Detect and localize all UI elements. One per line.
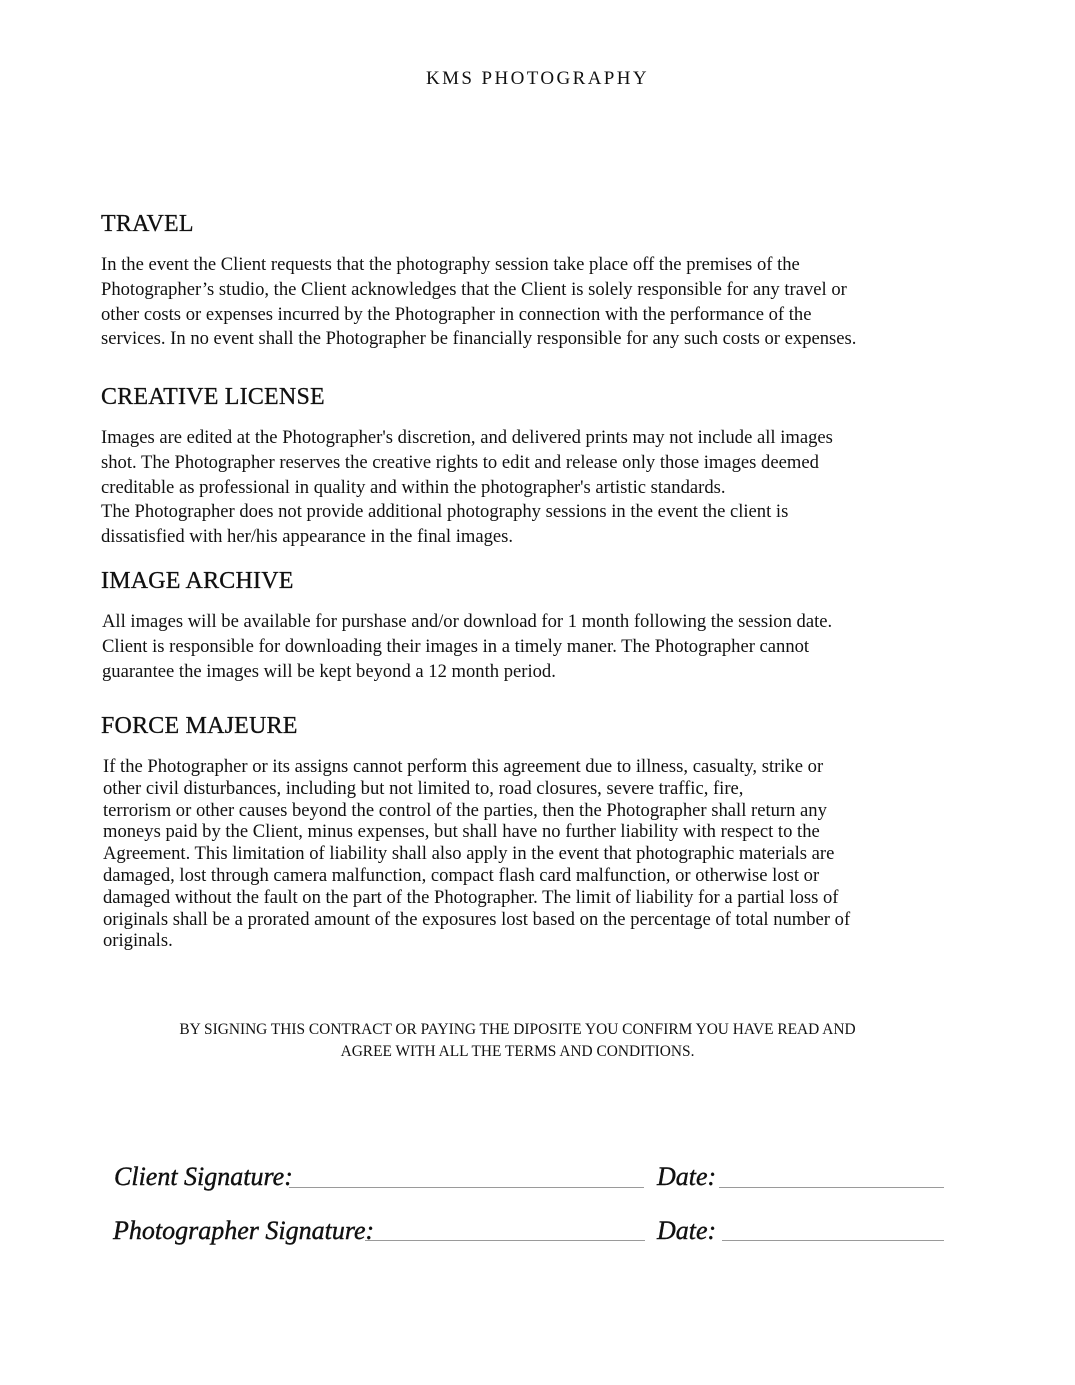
paragraph-line: guarantee the images will be kept beyond a 12 month period. [102,660,556,682]
company-title: KMS PHOTOGRAPHY [425,68,650,89]
client-signature-line[interactable] [289,1187,644,1188]
paragraph-line: Images are edited at the Photographer's discretion, and delivered prints may not include all images [101,427,833,448]
paragraph-line: creditable as professional in quality and within the photographer's artistic standards. [101,476,726,498]
paragraph-line: services. In no event shall the Photographer be financially responsible for any such costs or expenses. [101,328,857,350]
terms-notice [0,1019,1035,1063]
notice-line: AGREE WITH ALL THE TERMS AND CONDITIONS. [340,1043,695,1060]
paragraph-line: other costs or expenses incurred by the Photographer in connection with the performance of the [101,303,812,325]
paragraph-line: Client is responsible for downloading their images in a timely maner. The Photographer cannot [102,635,810,657]
travel-paragraph [101,253,981,352]
client-date-label: Date: [657,1162,717,1191]
paragraph-line: moneys paid by the Client, minus expenses, but shall have no further liability with respect to the [103,821,820,843]
notice-line: BY SIGNING THIS CONTRACT OR PAYING THE DIPOSITE YOU CONFIRM YOU HAVE READ AND [179,1021,856,1038]
travel-heading: TRAVEL [101,211,194,237]
paragraph-line: Agreement. This limitation of liability shall also apply in the event that photographic materials are [103,843,835,865]
photographer-signature-line[interactable] [365,1240,645,1241]
paragraph-line: originals shall be a prorated amount of the exposures lost based on the percentage of total number of [103,908,851,930]
client-date-line[interactable] [719,1187,944,1188]
paragraph-line: Photographer’s studio, the Client acknowledges that the Client is solely responsible for any travel or [101,278,847,300]
photographer-date-label: Date: [657,1216,717,1245]
creative-license-paragraph [101,426,981,550]
paragraph-line: In the event the Client requests that the photography session take place off the premises of the [101,254,800,275]
image-archive-paragraph [102,610,982,684]
image-archive-heading: IMAGE ARCHIVE [101,568,294,594]
force-majeure-heading: FORCE MAJEURE [101,713,298,739]
paragraph-line: If the Photographer or its assigns cannot perform this agreement due to illness, casualty, strike or [103,756,824,777]
photographer-date-line[interactable] [722,1240,944,1241]
paragraph-line: All images will be available for purshase and/or download for 1 month following the session date. [102,611,833,632]
paragraph-line: shot. The Photographer reserves the creative rights to edit and release only those images deemed [101,451,819,473]
paragraph-line: terrorism or other causes beyond the control of the parties, then the Photographer shall return any [103,799,827,821]
paragraph-line: damaged, lost through camera malfunction, compact flash card malfunction, or otherwise lost or [103,864,820,886]
force-majeure-paragraph [103,756,983,952]
paragraph-line: damaged without the fault on the part of the Photographer. The limit of liability for a partial loss of [103,886,839,908]
paragraph-line: other civil disturbances, including but not limited to, road closures, severe traffic, fire, [103,777,744,799]
client-signature-label: Client Signature: [114,1162,293,1191]
paragraph-line: The Photographer does not provide additional photography sessions in the event the client is [101,501,789,523]
photographer-signature-label: Photographer Signature: [113,1216,375,1245]
paragraph-line: dissatisfied with her/his appearance in the final images. [101,526,514,548]
paragraph-line: originals. [103,930,173,952]
creative-license-heading: CREATIVE LICENSE [101,384,325,410]
